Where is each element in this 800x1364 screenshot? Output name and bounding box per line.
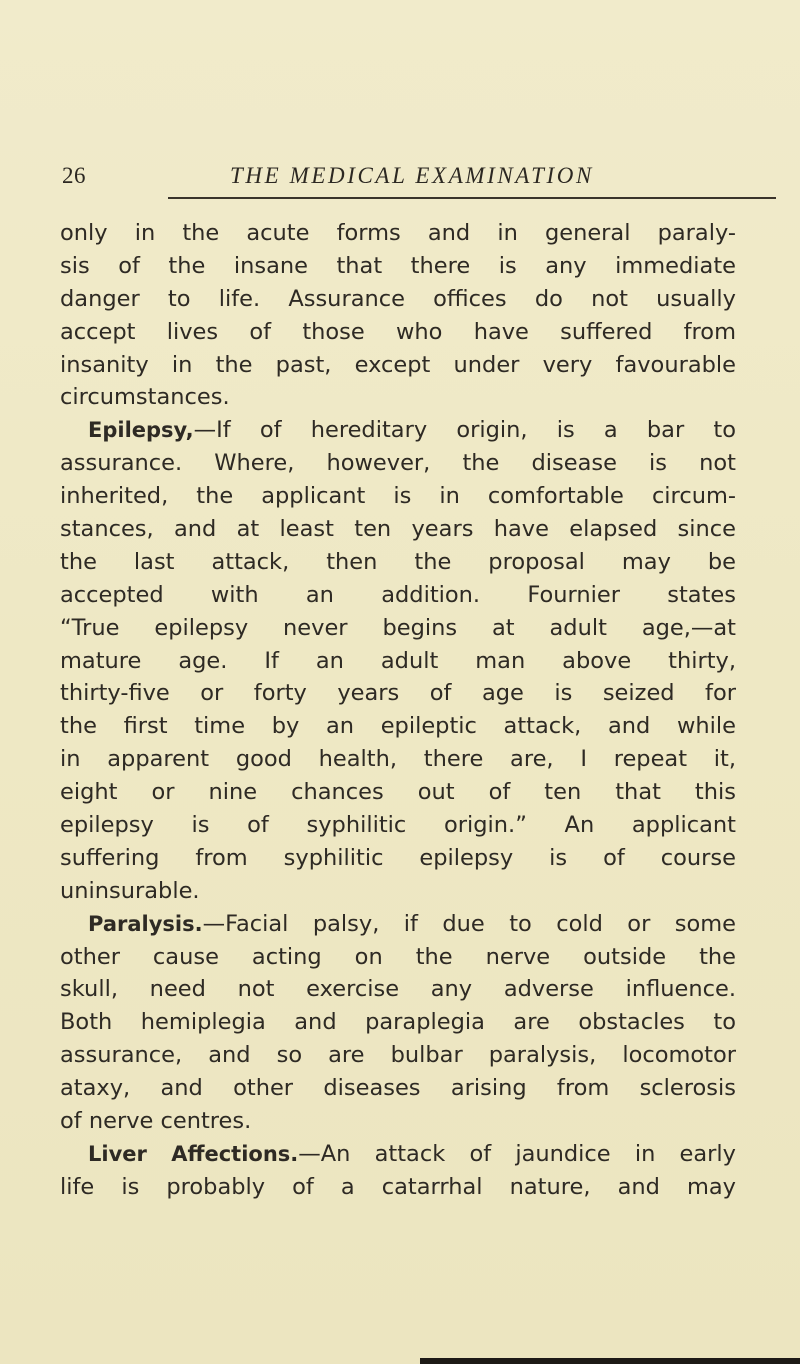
- text-run: —An attack of jaundice in early: [298, 1140, 736, 1167]
- text-line: eight or nine chances out of ten that this: [60, 779, 736, 806]
- text-line: skull, need not exercise any adverse influence.: [60, 976, 736, 1003]
- running-title: THE MEDICAL EXAMINATION: [230, 163, 594, 188]
- section-term-paralysis: Paralysis.: [88, 911, 203, 936]
- text-line: assurance, and so are bulbar paralysis, locomotor: [60, 1042, 736, 1069]
- text-line: epilepsy is of syphilitic origin.” An applicant: [60, 812, 736, 839]
- text-line: only in the acute forms and in general paraly-: [60, 220, 736, 246]
- text-line: insanity in the past, except under very favourable: [60, 351, 736, 378]
- text-line: ataxy, and other diseases arising from sclerosis: [60, 1075, 736, 1102]
- text-line: other cause acting on the nerve outside the: [60, 943, 736, 970]
- text-line: mature age. If an adult man above thirty,: [60, 647, 736, 674]
- text-line: suffering from syphilitic epilepsy is of course: [60, 844, 736, 871]
- text-line: circumstances.: [60, 384, 230, 411]
- text-run: —If of hereditary origin, is a bar to: [193, 417, 736, 444]
- text-line: uninsurable.: [60, 877, 200, 904]
- body-text: [60, 217, 736, 1204]
- text-line: accept lives of those who have suffered from: [60, 318, 736, 345]
- text-line: inherited, the applicant is in comfortable circum-: [60, 483, 736, 510]
- header-rule: [168, 197, 776, 199]
- page-number: 26: [62, 163, 86, 188]
- section-term-epilepsy: Epilepsy,: [88, 418, 194, 443]
- section-term-liver: Liver Affections.: [88, 1141, 299, 1166]
- text-line: danger to life. Assurance offices do not usually: [60, 285, 736, 312]
- text-line: Both hemiplegia and paraplegia are obstacles to: [60, 1009, 736, 1036]
- paragraph-liver-first-line: [60, 1138, 736, 1171]
- text-line: of nerve centres.: [60, 1108, 252, 1135]
- text-line: assurance. Where, however, the disease is not: [60, 450, 736, 477]
- paragraph-epilepsy-first-line: [60, 414, 736, 447]
- text-line: in apparent good health, there are, I repeat it,: [60, 746, 736, 773]
- text-run: —Facial palsy, if due to cold or some: [202, 910, 736, 937]
- paragraph-paralysis-first-line: [60, 908, 736, 941]
- text-line: “True epilepsy never begins at adult age,—at: [60, 614, 736, 641]
- text-line: thirty-five or forty years of age is seized for: [60, 680, 736, 707]
- text-line: the last attack, then the proposal may be: [60, 548, 736, 575]
- text-line: sis of the insane that there is any immediate: [60, 252, 736, 279]
- running-head: [62, 163, 774, 197]
- text-line: accepted with an addition. Fournier states: [60, 581, 736, 608]
- text-line: stances, and at least ten years have elapsed since: [60, 516, 736, 543]
- page-edge-shadow: [420, 1358, 800, 1364]
- text-line: the first time by an epileptic attack, and while: [60, 713, 736, 740]
- text-line: life is probably of a catarrhal nature, and may: [60, 1173, 736, 1200]
